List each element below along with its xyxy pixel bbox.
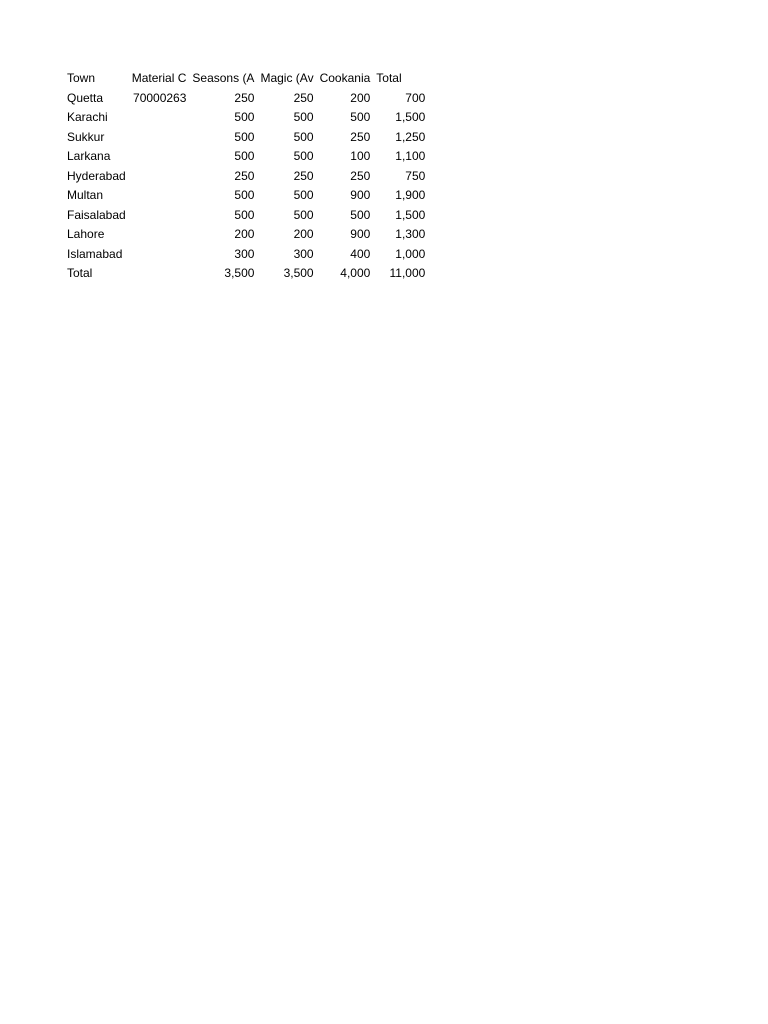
cell-magic[interactable]: 250 bbox=[293, 168, 314, 183]
table-row bbox=[64, 128, 428, 148]
cell-town[interactable]: Multan bbox=[67, 188, 104, 202]
cell-magic[interactable]: 300 bbox=[293, 246, 314, 261]
cell-material-code[interactable] bbox=[129, 206, 190, 226]
cell-magic[interactable]: 500 bbox=[293, 207, 314, 222]
cell-town[interactable]: Larkana bbox=[67, 149, 111, 163]
totals-cookania[interactable]: 4,000 bbox=[340, 266, 371, 280]
cell-total[interactable]: 1,500 bbox=[395, 207, 426, 222]
table-row bbox=[64, 108, 428, 128]
header-magic[interactable]: Magic (Av bbox=[260, 71, 314, 85]
header-cookania[interactable]: Cookania bbox=[319, 71, 371, 85]
cell-seasons[interactable]: 250 bbox=[234, 90, 255, 105]
cell-cookania[interactable]: 400 bbox=[350, 246, 371, 261]
cell-magic[interactable]: 500 bbox=[293, 149, 314, 163]
totals-label[interactable]: Total bbox=[67, 266, 93, 280]
cell-cookania[interactable]: 900 bbox=[350, 188, 371, 202]
cell-seasons[interactable]: 500 bbox=[234, 188, 255, 202]
totals-total[interactable]: 11,000 bbox=[389, 266, 426, 280]
header-material-code[interactable]: Material C bbox=[131, 71, 187, 85]
totals-row bbox=[64, 264, 428, 284]
cell-cookania[interactable]: 500 bbox=[350, 207, 371, 222]
cell-material-code[interactable] bbox=[129, 225, 190, 245]
cell-magic[interactable]: 500 bbox=[293, 129, 314, 144]
table-row bbox=[64, 89, 428, 109]
cell-cookania[interactable]: 900 bbox=[350, 227, 371, 241]
cell-total[interactable]: 1,000 bbox=[395, 246, 426, 261]
cell-magic[interactable]: 500 bbox=[293, 110, 314, 124]
cell-material-code[interactable] bbox=[129, 186, 190, 206]
cell-town[interactable]: Hyderabad bbox=[67, 168, 126, 183]
cell-town[interactable]: Lahore bbox=[67, 227, 105, 241]
cell-magic[interactable]: 250 bbox=[293, 90, 314, 105]
table-row bbox=[64, 245, 428, 265]
cell-town[interactable]: Quetta bbox=[67, 90, 104, 105]
cell-cookania[interactable]: 250 bbox=[350, 129, 371, 144]
cell-total[interactable]: 1,300 bbox=[395, 227, 426, 241]
cell-material-code[interactable] bbox=[129, 128, 190, 148]
table-row bbox=[64, 147, 428, 167]
totals-seasons[interactable]: 3,500 bbox=[224, 266, 255, 280]
cell-seasons[interactable]: 500 bbox=[234, 207, 255, 222]
table-row bbox=[64, 225, 428, 245]
header-row bbox=[64, 69, 428, 89]
cell-total[interactable]: 700 bbox=[405, 90, 426, 105]
table-row bbox=[64, 167, 428, 187]
cell-seasons[interactable]: 250 bbox=[234, 168, 255, 183]
totals-material-code[interactable] bbox=[129, 264, 190, 284]
cell-seasons[interactable]: 500 bbox=[234, 149, 255, 163]
cell-magic[interactable]: 200 bbox=[293, 227, 314, 241]
totals-magic[interactable]: 3,500 bbox=[283, 266, 314, 280]
cell-town[interactable]: Karachi bbox=[67, 110, 108, 124]
cell-seasons[interactable]: 500 bbox=[234, 129, 255, 144]
cell-material-code[interactable] bbox=[129, 245, 190, 265]
cell-material-code[interactable] bbox=[129, 147, 190, 167]
cell-town[interactable]: Islamabad bbox=[67, 246, 123, 261]
cell-cookania[interactable]: 500 bbox=[350, 110, 371, 124]
cell-town[interactable]: Sukkur bbox=[67, 129, 105, 144]
cell-material-code[interactable] bbox=[129, 108, 190, 128]
town-sales-table bbox=[64, 69, 428, 284]
cell-town[interactable]: Faisalabad bbox=[67, 207, 126, 222]
cell-cookania[interactable]: 100 bbox=[350, 149, 371, 163]
cell-seasons[interactable]: 300 bbox=[234, 246, 255, 261]
cell-magic[interactable]: 500 bbox=[293, 188, 314, 202]
table-row bbox=[64, 206, 428, 226]
cell-total[interactable]: 1,250 bbox=[395, 129, 426, 144]
header-total[interactable]: Total bbox=[376, 71, 402, 85]
header-town[interactable]: Town bbox=[67, 71, 96, 85]
cell-material-code[interactable] bbox=[129, 167, 190, 187]
header-seasons[interactable]: Seasons (A bbox=[192, 71, 255, 85]
cell-total[interactable]: 750 bbox=[405, 168, 426, 183]
cell-total[interactable]: 1,100 bbox=[395, 149, 426, 163]
cell-cookania[interactable]: 250 bbox=[350, 168, 371, 183]
cell-seasons[interactable]: 200 bbox=[234, 227, 255, 241]
cell-seasons[interactable]: 500 bbox=[234, 110, 255, 124]
cell-material-code[interactable]: 70000263 bbox=[133, 90, 187, 105]
cell-cookania[interactable]: 200 bbox=[350, 90, 371, 105]
table-row bbox=[64, 186, 428, 206]
cell-total[interactable]: 1,900 bbox=[395, 188, 426, 202]
cell-total[interactable]: 1,500 bbox=[395, 110, 426, 124]
